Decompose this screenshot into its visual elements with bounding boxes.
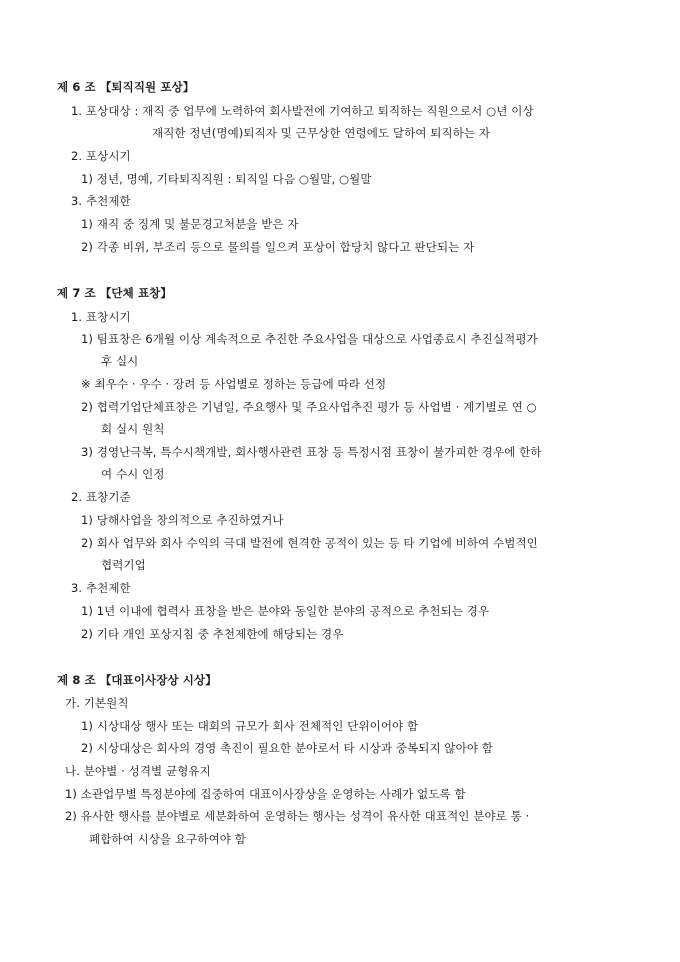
article-6-line: 2) 각종 비위, 부조리 등으로 물의를 일으켜 포상이 합당치 않다고 판단되는 자 <box>81 240 475 254</box>
article-7-line: 3. 추천제한 <box>71 581 131 595</box>
article-8-line: 2) 유사한 행사를 분야별로 세분화하여 운영하는 행사는 성격이 유사한 대표적인 분야로 통 · <box>65 809 530 823</box>
article-8-heading: 제 8 조 【대표이사장상 시상】 <box>57 673 217 687</box>
article-8-line: 폐합하여 시상을 요구하여야 함 <box>89 832 246 846</box>
article-6-line: 1) 정년, 명예, 기타퇴직직원 : 퇴직일 다음 ○월말, ○월말 <box>81 172 372 186</box>
article-7-line: ※ 최우수 · 우수 · 장려 등 사업별로 정하는 등급에 따라 선정 <box>81 377 387 391</box>
article-8-line: 2) 시상대상은 회사의 경영 촉진이 필요한 분야로서 타 시상과 중복되지 않아야 함 <box>81 741 493 755</box>
article-7-line: 3) 경영난극복, 특수시책개발, 회사행사관련 표창 등 특정시점 표창이 불가피한 경우에 한하 <box>81 445 542 459</box>
article-6-line: 재직한 정년(명예)퇴직자 및 근무상한 연령에도 달하여 퇴직하는 자 <box>152 126 491 140</box>
article-7-line: 후 실시 <box>101 354 139 368</box>
article-7-line: 2) 기타 개인 포상지침 중 추천제한에 해당되는 경우 <box>81 627 344 641</box>
article-6-heading: 제 6 조 【퇴직직원 포상】 <box>57 80 195 94</box>
article-6-line: 3. 추천제한 <box>71 194 131 208</box>
article-7-line: 1. 표창시기 <box>71 310 131 324</box>
article-8-line: 1) 시상대상 행사 또는 대회의 규모가 회사 전체적인 단위이어야 함 <box>81 719 419 733</box>
article-6-line: 1) 재직 중 징계 및 불문경고처분을 받은 자 <box>81 217 299 231</box>
article-8-line: 가. 기본원칙 <box>65 696 129 710</box>
article-7-line: 1) 1년 이내에 협력사 표창을 받은 분야와 동일한 분야의 공적으로 추천되는 경우 <box>81 604 490 618</box>
article-7-line: 협력기업 <box>101 558 146 572</box>
article-7-heading: 제 7 조 【단체 표창】 <box>57 286 172 300</box>
article-7-line: 여 수시 인정 <box>101 467 165 481</box>
article-6-line: 1. 포상대상 : 재직 중 업무에 노력하여 회사발전에 기여하고 퇴직하는 직원으로서 ○년 이상 <box>71 104 534 118</box>
article-7-line: 1) 팀표창은 6개월 이상 계속적으로 추진한 주요사업을 대상으로 사업종료시 추진실적평가 <box>81 332 538 346</box>
article-7-line: 2) 회사 업무와 회사 수익의 극대 발전에 현격한 공적이 있는 등 타 기업에 비하여 수범적인 <box>81 536 538 550</box>
article-8-line: 나. 분야별 · 성격별 균형유지 <box>65 764 211 778</box>
article-7-line: 2) 협력기업단체표창은 기념일, 주요행사 및 주요사업추진 평가 등 사업별 · 계기별로 연 ○ <box>81 400 537 414</box>
article-8-line: 1) 소관업무별 특정분야에 집중하여 대표이사장상을 운영하는 사례가 없도록 함 <box>65 787 466 801</box>
article-6-line: 2. 포상시기 <box>71 149 131 163</box>
article-7-line: 회 실시 원칙 <box>101 422 165 436</box>
article-7-line: 2. 표창기준 <box>71 490 131 504</box>
article-7-line: 1) 당해사업을 창의적으로 추진하였거나 <box>81 513 284 527</box>
